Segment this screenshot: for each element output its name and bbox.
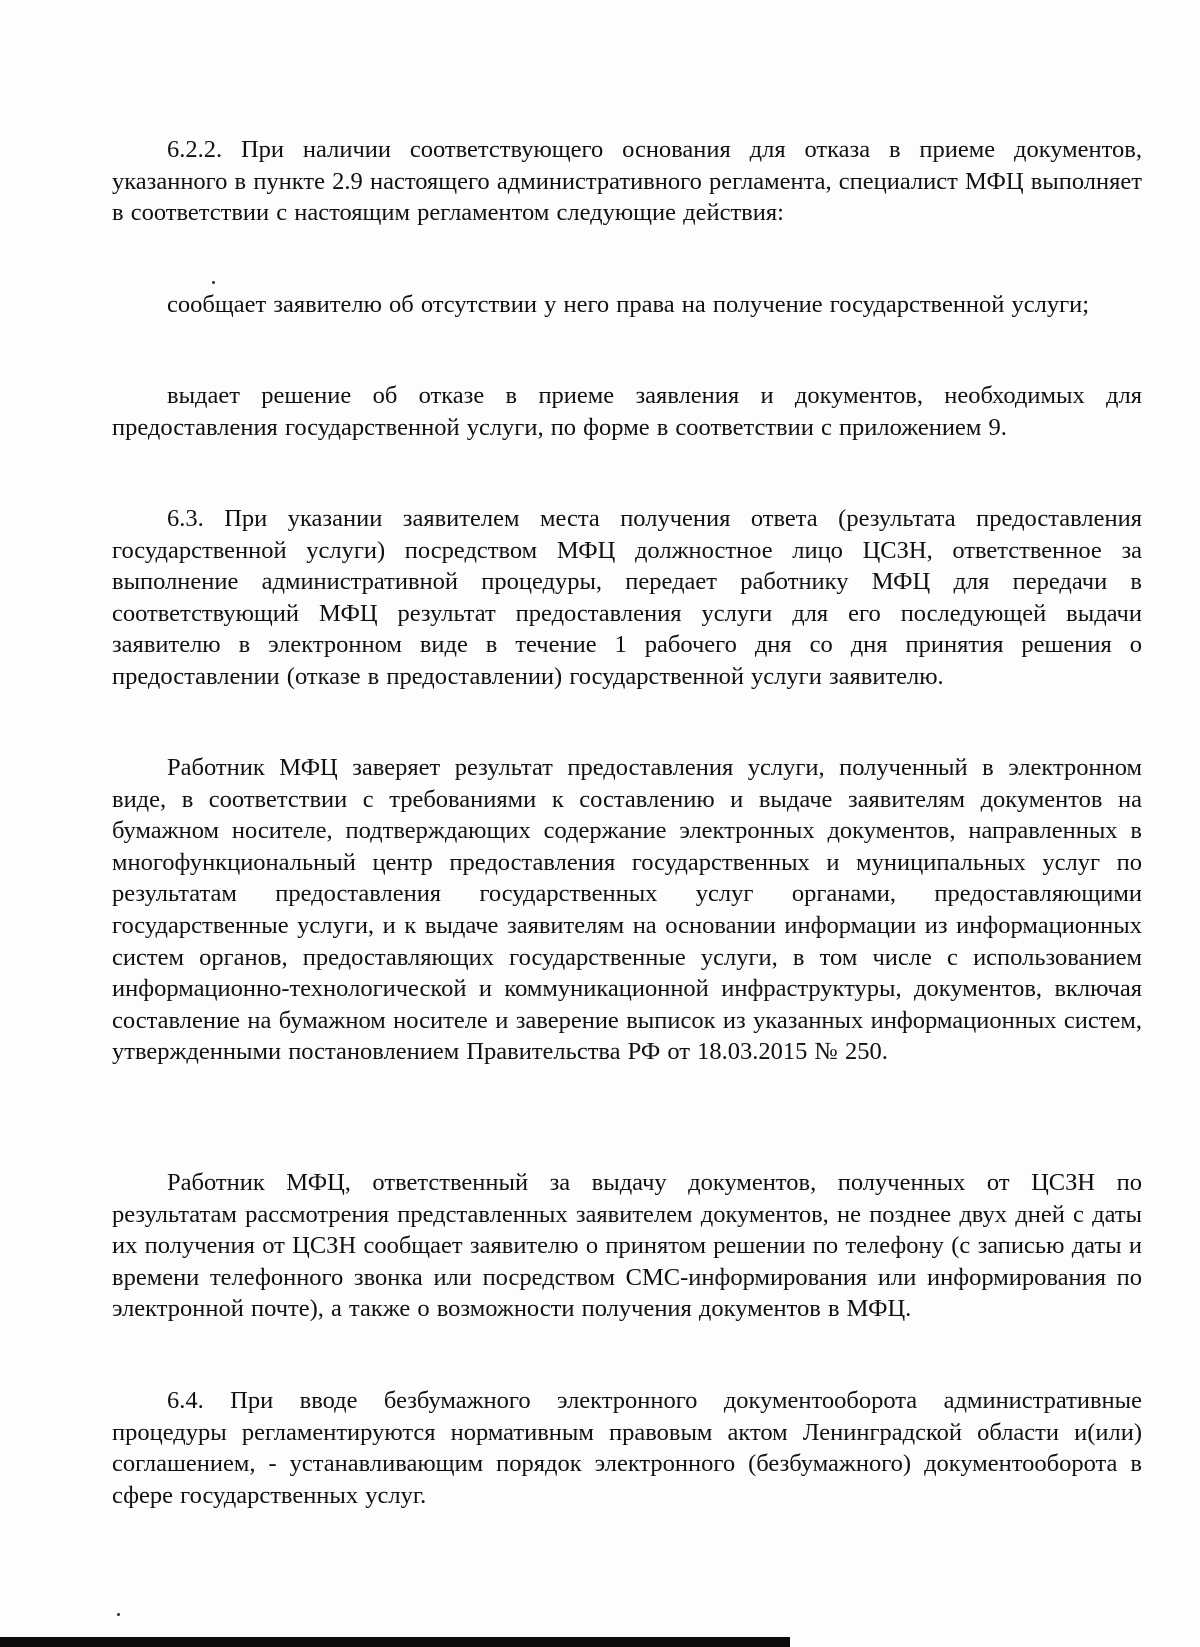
paragraph-6-2-2 — [112, 134, 1142, 229]
paragraph-6-3 — [112, 503, 1142, 693]
scan-edge-bar — [0, 1637, 790, 1647]
scan-speck — [117, 1613, 120, 1616]
paragraph-text: 6.2.2. При наличии соответствующего основания для отказа в приеме документов, указанного в пункте 2.9 настоящего административного регламента, специалист МФЦ выполняет в соответствии с настоящим регламентом следующие действия: — [112, 136, 1142, 227]
scan-speck — [212, 281, 215, 284]
paragraph-text: сообщает заявителю об отсутствии у него права на получение государственной услуги; — [167, 291, 1090, 318]
paragraph-text: 6.4. При вводе безбумажного электронного документооборота административные процедуры регламентируются нормативным правовым актом Ленинградской области и(или) соглашением, - устанавливающим порядок электронного (безбумажного) документооборота в сфере государственных услуг. — [112, 1387, 1142, 1509]
paragraph-text: выдает решение об отказе в приеме заявления и документов, необходимых для предоставления государственной услуги, по форме в соответствии с приложением 9. — [112, 382, 1142, 441]
paragraph-mfc-notifies — [112, 1167, 1142, 1325]
paragraph-text: 6.3. При указании заявителем места получения ответа (результата предоставления государственной услуги) посредством МФЦ должностное лицо ЦСЗН, ответственное за выполнение административной процедуры, передает работнику МФЦ для передачи в соответствующий МФЦ результат предоставления услуги для его последующей выдачи заявителю в электронном виде в течение 1 рабочего дня со дня принятия решения о предоставлении (отказе в предоставлении) государственной услуги заявителю. — [112, 505, 1142, 690]
paragraph-issue-refusal — [112, 380, 1142, 443]
paragraph-inform-no-right — [112, 289, 1142, 321]
paragraph-6-4 — [112, 1385, 1142, 1511]
paragraph-text: Работник МФЦ, ответственный за выдачу документов, полученных от ЦСЗН по результатам рассмотрения представленных заявителем документов, не позднее двух дней с даты их получения от ЦСЗН сообщает заявителю о принятом решении по телефону (с записью даты и времени телефонного звонка или посредством СМС-информирования или информирования по электронной почте), а также о возможности получения документов в МФЦ. — [112, 1169, 1142, 1323]
paragraph-mfc-certifies — [112, 752, 1142, 1068]
paragraph-text: Работник МФЦ заверяет результат предоставления услуги, полученный в электронном виде, в соответствии с требованиями к составлению и выдаче заявителям документов на бумажном носителе, подтверждающих содержание электронных документов, направленных в многофункциональный центр предоставления государственных и муниципальных услуг по результатам предоставления государственных услуг органами, предоставляющими государственные услуги, и к выдаче заявителям на основании информации из информационных систем органов, предоставляющих государственные услуги, в том числе с использованием информационно-технологической и коммуникационной инфраструктуры, документов, включая составление на бумажном носителе и заверение выписок из указанных информационных систем, утвержденными постановлением Правительства РФ от 18.03.2015 № 250. — [112, 754, 1142, 1066]
